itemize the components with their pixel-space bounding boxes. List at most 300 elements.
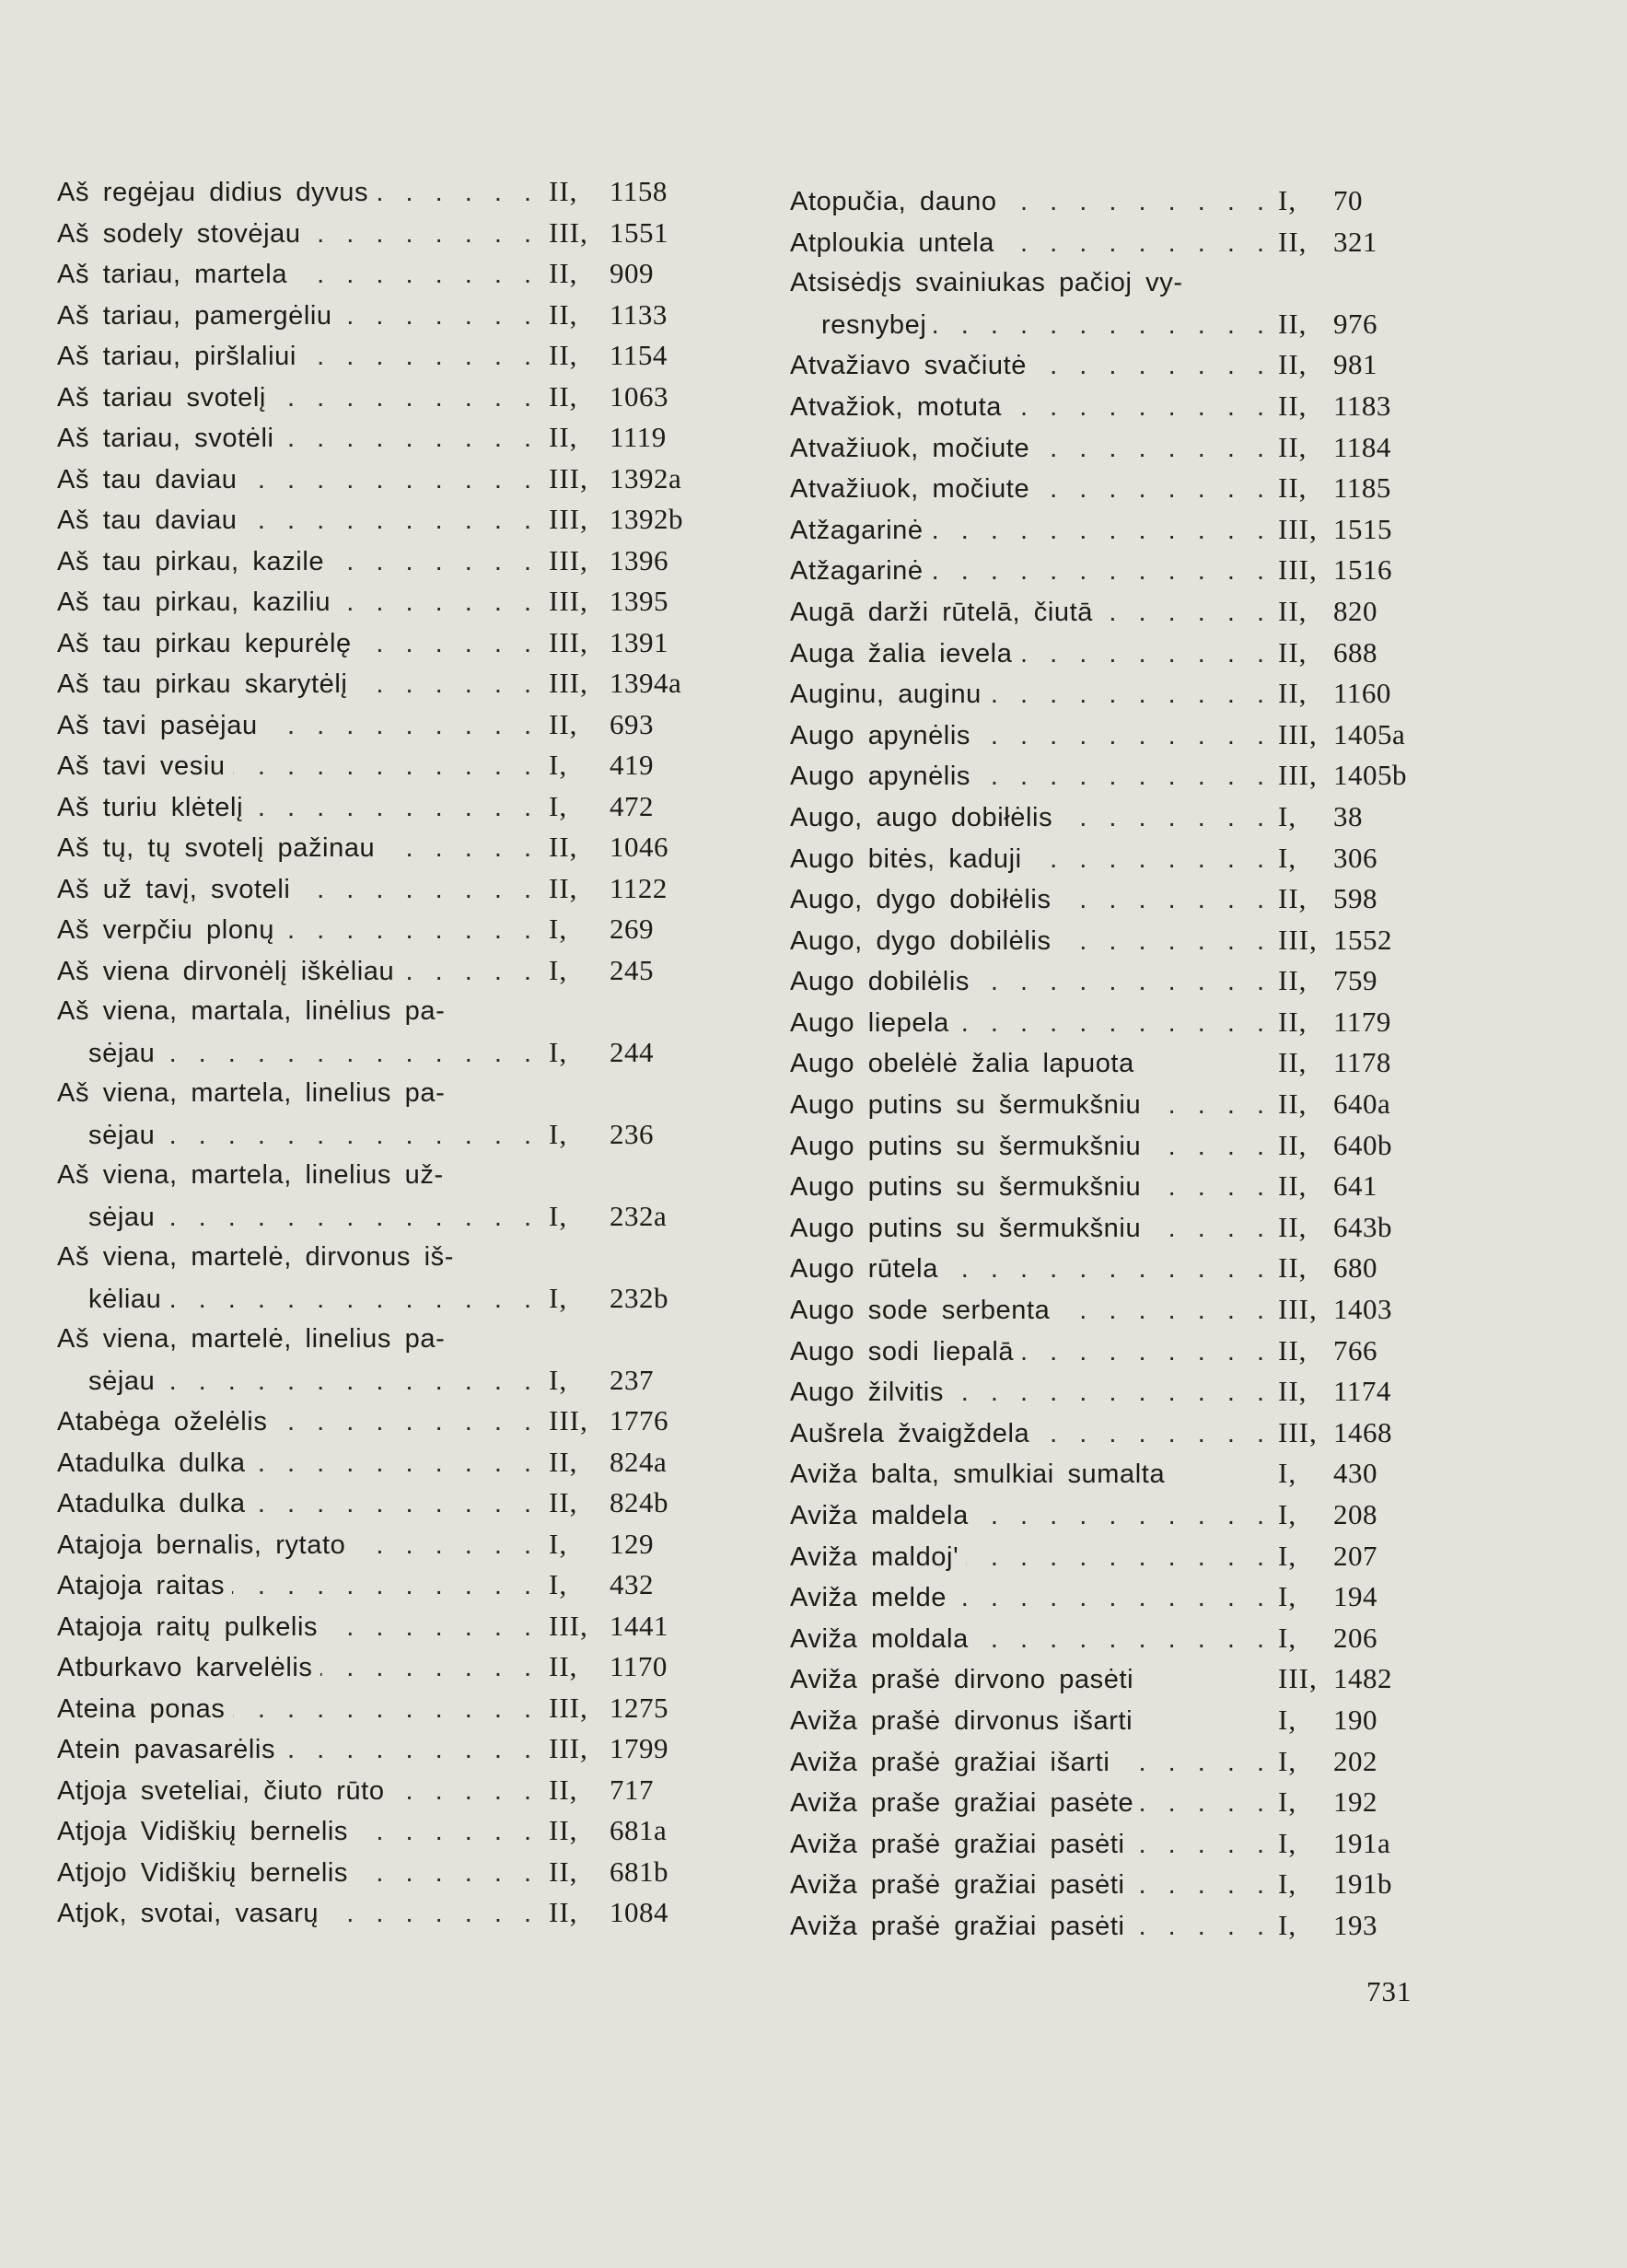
index-entry [790,1618,1425,1659]
entry-volume: II, [1278,389,1307,422]
entry-number: 232a [610,1199,668,1232]
entry-title-cell [57,214,536,255]
index-entry [57,171,702,213]
entry-title-cell [790,961,1269,1003]
index-entry [57,1852,702,1893]
entry-title-cell [57,828,536,869]
entry-title-cell [57,664,536,705]
entry-title-cell [57,1853,536,1894]
entry-title-cell [57,296,536,337]
entry-title: Aviža moldala [790,1624,976,1654]
entry-volume: II, [1278,1251,1307,1285]
entry-title-cell [790,879,1269,921]
index-entry [57,1728,702,1770]
entry-title: Augo bitės, kaduji [790,844,1029,874]
entry-number: 206 [1333,1621,1377,1654]
entry-volume: II, [549,175,578,207]
entry-volume: II, [549,1486,578,1518]
entry-title-cell [790,715,1269,757]
entry-number: 194 [1333,1580,1377,1613]
entry-title-cell [790,1208,1269,1250]
entry-volume: II, [549,1773,578,1806]
entry-number: 244 [610,1035,654,1068]
entry-title: Atjok, svotai, vasarų [57,1899,326,1928]
entry-title-cell [790,387,1269,428]
entry-title-cell [57,1237,536,1278]
entry-title-cell [790,1332,1269,1373]
index-entry [790,262,1425,304]
entry-title: Aviža prašė gražiai išarti [790,1748,1117,1777]
index-entry [790,1700,1425,1741]
entry-title-cell [57,1197,536,1239]
entry-volume: III, [1278,1662,1318,1695]
entry-number: 981 [1333,348,1377,381]
entry-volume: II, [549,339,578,371]
index-entry [790,1002,1425,1043]
index-entry [790,838,1425,879]
entry-title-cell [790,921,1269,962]
index-entry [790,550,1425,591]
entry-volume: II, [549,871,578,904]
entry-number: 70 [1333,184,1363,216]
entry-title: Aš tariau, svotėli [57,424,282,453]
entry-title: Atžagarinė [790,516,931,545]
entry-number: 236 [610,1117,654,1150]
entry-number: 1776 [610,1404,668,1436]
entry-number: 232b [610,1281,668,1314]
entry-volume: III, [549,585,588,617]
index-entry [57,622,702,664]
entry-volume: I, [549,1568,568,1600]
index-entry [790,1166,1425,1207]
entry-volume: III, [1278,512,1318,545]
entry-title-cell [57,1361,536,1402]
entry-number: 1396 [610,543,668,576]
index-entry [790,222,1425,263]
entry-title-cell [57,910,536,951]
entry-title: Aš viena, martela, linelius už- [57,1160,451,1190]
entry-volume: I, [1278,1908,1297,1941]
entry-number: 207 [1333,1539,1377,1572]
entry-title: Aš regėjau didius dyvus [57,178,376,207]
entry-volume: II, [1278,1210,1307,1243]
entry-volume: III, [1278,759,1318,792]
entry-number: 1441 [610,1609,668,1642]
entry-title-cell [790,634,1269,675]
index-entry [790,797,1425,838]
entry-title: Auginu, auginu [790,680,989,709]
entry-title: Atvažiuok, močiute [790,474,1037,504]
index-entry [57,335,702,377]
entry-title: Aš tau pirkau, kazile [57,547,331,576]
entry-title-cell [57,378,536,419]
entry-title-cell [57,1607,536,1648]
entry-title-cell [790,1659,1269,1701]
entry-volume: II, [549,421,578,453]
entry-number: 641 [1333,1169,1377,1203]
index-entry [790,509,1425,551]
entry-title: Atadulka dulka [57,1448,253,1478]
entry-title: Augo, dygo dobilėlis [790,926,1059,956]
entry-title: Augo apynėlis [790,762,978,791]
entry-volume: II, [1278,594,1307,627]
entry-title: Aš tau pirkau, kaziliu [57,587,338,617]
entry-title-cell [790,1537,1269,1578]
entry-title-cell [57,1073,536,1114]
entry-number: 1392a [610,461,682,494]
index-entry [57,253,702,295]
index-entry [790,1453,1425,1495]
index-entry [790,1125,1425,1167]
entry-number: 1403 [1333,1293,1392,1326]
index-entry [790,180,1425,222]
entry-volume: I, [1278,1744,1297,1777]
entry-volume: III, [1278,553,1318,587]
entry-title-cell [57,418,536,459]
entry-volume: I, [549,1199,568,1232]
entry-volume: III, [549,215,588,249]
entry-title-cell [790,1413,1269,1455]
entry-volume: I, [549,913,568,945]
entry-volume: II, [1278,1128,1307,1161]
entry-title-cell [790,1043,1269,1085]
entry-volume: II, [549,1445,578,1478]
entry-volume: I, [1278,1703,1297,1736]
entry-number: 688 [1333,635,1377,669]
entry-number: 820 [1333,594,1377,627]
entry-title: kėliau [57,1285,169,1314]
entry-number: 1179 [1333,1005,1391,1038]
entry-title: Aš sodely stovėjau [57,219,308,249]
index-entry [790,878,1425,920]
entry-number: 1133 [610,297,668,331]
entry-number: 191b [1333,1867,1392,1901]
entry-number: 1552 [1333,923,1392,956]
entry-title-cell [790,551,1269,592]
index-column-left [57,171,702,1934]
index-column-right [790,180,1425,1947]
entry-volume: I, [549,749,568,781]
entry-title-cell [57,1893,536,1935]
entry-volume: II, [1278,635,1307,669]
entry-title-cell [57,1771,536,1812]
entry-title: sėjau [57,1203,162,1232]
entry-title: sėjau [57,1367,162,1396]
index-entry [790,591,1425,633]
entry-title-cell [790,592,1269,634]
entry-volume: II, [1278,348,1307,381]
entry-number: 1405b [1333,759,1407,792]
entry-volume: I, [549,1117,568,1150]
entry-title-cell [790,262,1269,304]
entry-title: Augo liepela [790,1008,957,1038]
entry-title-cell [57,459,536,501]
entry-volume: II, [549,1814,578,1846]
entry-number: 306 [1333,841,1377,874]
index-entry [790,1413,1425,1454]
index-entry [57,1564,702,1606]
entry-title-cell [57,500,536,541]
entry-title: Atburkavo karvelėlis [57,1653,320,1682]
entry-volume: I, [549,1035,568,1068]
entry-volume: I, [1278,1785,1297,1819]
entry-volume: I, [1278,1621,1297,1654]
entry-title: Aš viena, martelė, linelius pa- [57,1324,452,1354]
entry-title: Aviža melde [790,1583,954,1612]
entry-title: Augo, dygo dobiłėlis [790,885,1059,914]
entry-number: 1394a [610,667,682,699]
entry-title-cell [790,797,1269,839]
entry-title: Aviža prašė gražiai pasėti [790,1912,1133,1941]
index-entry [790,755,1425,797]
entry-volume: I, [1278,1867,1297,1901]
index-entry [57,1483,702,1524]
entry-number: 680 [1333,1251,1377,1285]
entry-title: Aš viena, martala, linėlius pa- [57,996,452,1026]
entry-volume: III, [549,461,588,494]
entry-volume: I, [1278,184,1297,216]
entry-number: 643b [1333,1210,1392,1243]
entry-title-cell [790,1577,1269,1619]
entry-title-cell [790,1495,1269,1537]
entry-number: 1160 [1333,677,1391,710]
index-entry [790,1741,1425,1783]
entry-volume: II, [549,831,578,863]
entry-number: 1515 [1333,512,1392,545]
index-entry [790,1782,1425,1823]
entry-volume: III, [549,667,588,699]
entry-volume: II, [1278,1046,1307,1079]
entry-volume: I, [549,953,568,986]
entry-number: 681a [610,1814,668,1846]
entry-title: Aš verpčiu plonų [57,915,282,945]
entry-number: 1275 [610,1691,668,1724]
entry-title: Aš tariau, piršlaliui [57,342,304,371]
entry-title-cell [57,254,536,296]
entry-title-cell [790,223,1269,264]
entry-number: 1482 [1333,1662,1392,1695]
entry-volume: II, [549,379,578,413]
index-entry [790,673,1425,715]
entry-title: Atabėga oželėlis [57,1407,274,1436]
entry-volume: II, [1278,677,1307,710]
entry-title-cell [57,582,536,623]
index-entry [57,1032,702,1074]
entry-number: 1084 [610,1896,668,1928]
entry-title-cell [57,705,536,747]
entry-title-cell [790,1742,1269,1784]
entry-title: Atajoja raitų pulkelis [57,1612,325,1642]
entry-title: Atsisėdįs svainiukas pačioj vy- [790,268,1191,297]
entry-number: 1170 [610,1650,668,1682]
entry-volume: II, [1278,1169,1307,1203]
entry-volume: II, [1278,225,1307,258]
entry-volume: I, [1278,1580,1297,1613]
entry-number: 824a [610,1445,668,1478]
entry-number: 1395 [610,585,668,617]
entry-title-cell [57,1155,536,1196]
entry-number: 432 [610,1568,654,1600]
entry-title: Auga žalia ievela [790,639,1019,669]
page-number: 731 [1366,1975,1412,2007]
entry-title-cell [790,1003,1269,1044]
entry-title: Aš už tavį, svoteli [57,875,297,904]
entry-title: Augo dobilėlis [790,967,977,996]
entry-title-cell [57,746,536,787]
entry-number: 1405a [1333,717,1406,750]
entry-number: 38 [1333,799,1363,832]
entry-number: 192 [1333,1785,1377,1819]
entry-volume: II, [1278,1375,1307,1408]
index-entry [790,1331,1425,1372]
entry-volume: I, [549,1363,568,1396]
index-entry [57,377,702,418]
index-entry [790,960,1425,1002]
entry-title: Aš tavi pasėjau [57,711,265,740]
index-entry [790,1084,1425,1125]
entry-volume: III, [549,1404,588,1436]
entry-title-cell [57,1647,536,1689]
entry-volume: II, [1278,430,1307,463]
entry-volume: II, [1278,882,1307,915]
entry-number: 759 [1333,964,1377,997]
entry-title: sėjau [57,1121,162,1150]
index-entry [57,868,702,910]
entry-title: Atadulka dulka [57,1489,253,1518]
index-entry [57,1278,702,1320]
entry-volume: III, [549,1732,588,1764]
entry-title: Aviža prašė gražiai pasėti [790,1870,1133,1900]
entry-title-cell [790,181,1269,223]
index-entry [57,991,702,1032]
index-entry [790,468,1425,509]
entry-volume: II, [1278,1333,1307,1367]
index-entry [57,295,702,336]
index-entry [790,1248,1425,1289]
entry-volume: III, [1278,923,1318,956]
entry-number: 1174 [1333,1375,1391,1408]
entry-title: Atjoja Vidiškių bernelis [57,1817,355,1846]
entry-title: Atjoja sveteliai, čiuto rūto [57,1776,392,1806]
index-entry [57,909,702,950]
entry-volume: III, [549,503,588,535]
index-entry [57,1196,702,1238]
entry-title: Aviža maldela [790,1501,976,1530]
index-entry [790,1207,1425,1249]
index-entry [790,1658,1425,1700]
index-entry [57,1073,702,1114]
entry-volume: II, [1278,964,1307,997]
index-entry [57,1892,702,1934]
entry-volume: I, [549,789,568,822]
entry-title-cell [790,345,1269,387]
index-entry [57,1646,702,1688]
entry-title: Augo putins su šermukšniu [790,1214,1148,1243]
entry-volume: III, [549,625,588,658]
entry-title-cell [790,1126,1269,1168]
entry-volume: III, [1278,717,1318,750]
entry-title: sėjau [57,1039,162,1068]
index-entry [57,1360,702,1402]
index-entry [57,1114,702,1156]
index-entry [57,581,702,622]
entry-title: Aš tau daviau [57,465,245,494]
entry-title: Atžagarinė [790,556,931,586]
entry-volume: II, [1278,471,1307,505]
entry-number: 191a [1333,1826,1391,1859]
entry-title: Aš turiu klėtelį [57,793,250,822]
index-entry [790,1536,1425,1577]
entry-volume: III, [549,1691,588,1724]
entry-number: 1392b [610,503,683,535]
entry-title: Augo rūtela [790,1254,946,1284]
entry-title: Augo sode serbenta [790,1296,1057,1325]
entry-title: Atjojo Vidiškių bernelis [57,1858,355,1888]
entry-title: Aviža prašė gražiai pasėti [790,1830,1133,1859]
index-entry [57,213,702,254]
entry-volume: II, [549,707,578,740]
entry-title: Atopučia, dauno [790,187,1005,216]
entry-number: 766 [1333,1333,1377,1367]
entry-title-cell [790,1865,1269,1906]
index-entry [790,1371,1425,1413]
entry-number: 472 [610,789,654,822]
entry-title: Aviža maldoj' [790,1542,966,1572]
entry-title-cell [57,869,536,911]
index-entry [57,459,702,500]
entry-title-cell [57,1443,536,1484]
entry-title: Atajoja bernalis, rytato [57,1530,353,1560]
entry-number: 237 [610,1363,654,1396]
entry-volume: III, [1278,1293,1318,1326]
entry-volume: II, [1278,307,1307,340]
entry-title: Augo obelėlė žalia lapuota [790,1049,1142,1078]
entry-title-cell [57,1565,536,1607]
index-entry [790,427,1425,469]
index-entry [57,1319,702,1360]
entry-title: Augo apynėlis [790,721,978,750]
entry-title-cell [57,541,536,583]
entry-title-cell [790,469,1269,510]
entry-title-cell [790,1290,1269,1332]
entry-title-cell [790,510,1269,552]
entry-title-cell [790,1783,1269,1824]
entry-volume: II, [549,1650,578,1682]
entry-title: Aš viena, martelė, dirvonus iš- [57,1242,461,1272]
index-entry [790,386,1425,427]
entry-number: 1799 [610,1732,668,1764]
entry-title-cell [790,1085,1269,1126]
entry-volume: III, [549,1609,588,1642]
entry-title-cell [57,336,536,378]
index-entry [790,1823,1425,1865]
entry-title: Atvažiuok, močiute [790,434,1037,463]
entry-title-cell [57,1279,536,1320]
entry-number: 1516 [1333,553,1392,587]
entry-volume: III, [549,543,588,576]
entry-title-cell [790,1701,1269,1742]
entry-number: 1154 [610,339,668,371]
entry-number: 640a [1333,1087,1391,1121]
index-entry [57,1606,702,1647]
entry-number: 1185 [1333,471,1391,505]
index-entry [57,499,702,541]
entry-title-cell [57,1033,536,1075]
entry-volume: I, [1278,1457,1297,1490]
entry-title: Aš viena dirvonėlį iškėliau [57,957,401,986]
entry-title-cell [790,1249,1269,1290]
index-entry [790,1905,1425,1947]
